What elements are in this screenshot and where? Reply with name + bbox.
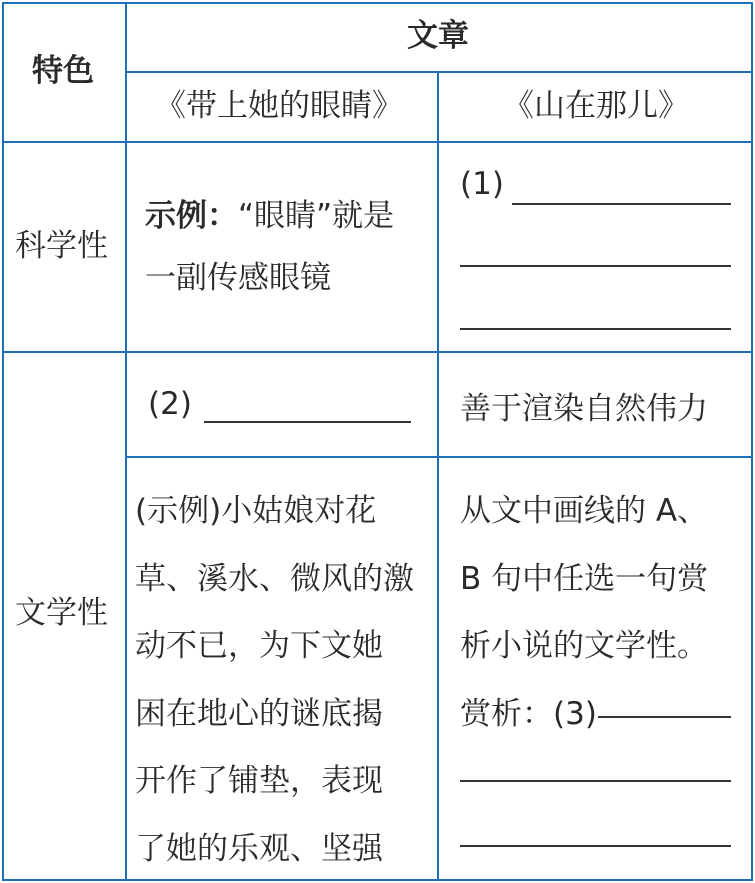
blank-3-line-b — [460, 780, 731, 782]
example-line: 开作了铺垫，表现 — [135, 763, 383, 799]
science-example-line2: 一副传感眼镜 — [145, 260, 331, 296]
task-line: 析小说的文学性。 — [460, 628, 708, 664]
blank-3-line-a — [598, 716, 731, 718]
blank-1-line-a — [512, 203, 731, 205]
science-example — [145, 198, 394, 235]
example-line: 了她的乐观、坚强 — [135, 830, 383, 867]
example-line: 动不已，为下文她 — [135, 628, 383, 664]
blank-1-line-b — [460, 265, 731, 267]
blank-1-line-c — [460, 328, 731, 330]
example-line: (示例)小姑娘对花 — [135, 493, 377, 529]
example-prefix: 示例： — [145, 198, 238, 234]
header-feature: 特色 — [32, 53, 94, 89]
task-line: B 句中任选一句赏 — [460, 560, 709, 597]
task-line: 从文中画线的 A、 — [460, 493, 709, 529]
example-line: 困在地心的谜底揭 — [135, 695, 383, 732]
blank-1-label: (1) — [460, 166, 504, 202]
blank-2-label: (2) — [148, 386, 192, 422]
literary-label: 文学性 — [15, 595, 108, 631]
divider-science-bottom — [2, 351, 753, 353]
science-label: 科学性 — [15, 228, 108, 264]
divider-col2 — [437, 71, 439, 881]
border-top — [2, 2, 753, 4]
literary-right-top: 善于渲染自然伟力 — [460, 391, 708, 427]
example-line: 草、溪水、微风的激 — [135, 560, 414, 597]
appreciation-label: 赏析：(3) — [460, 695, 597, 732]
literary-left-example — [135, 478, 414, 883]
header-article: 文章 — [407, 18, 469, 54]
divider-literary-mid — [125, 456, 753, 458]
divider-header-sub — [125, 71, 753, 73]
example-line1: “眼睛”就是 — [238, 198, 395, 234]
literary-right-task — [460, 478, 708, 748]
blank-2-line — [204, 421, 411, 423]
border-left — [2, 2, 4, 881]
border-right — [751, 2, 753, 881]
divider-col1 — [125, 2, 127, 881]
header-article-2: 《山在那儿》 — [503, 88, 689, 124]
header-article-1: 《带上她的眼睛》 — [155, 88, 403, 124]
divider-header-bottom — [2, 141, 753, 143]
blank-3-line-c — [460, 845, 731, 847]
